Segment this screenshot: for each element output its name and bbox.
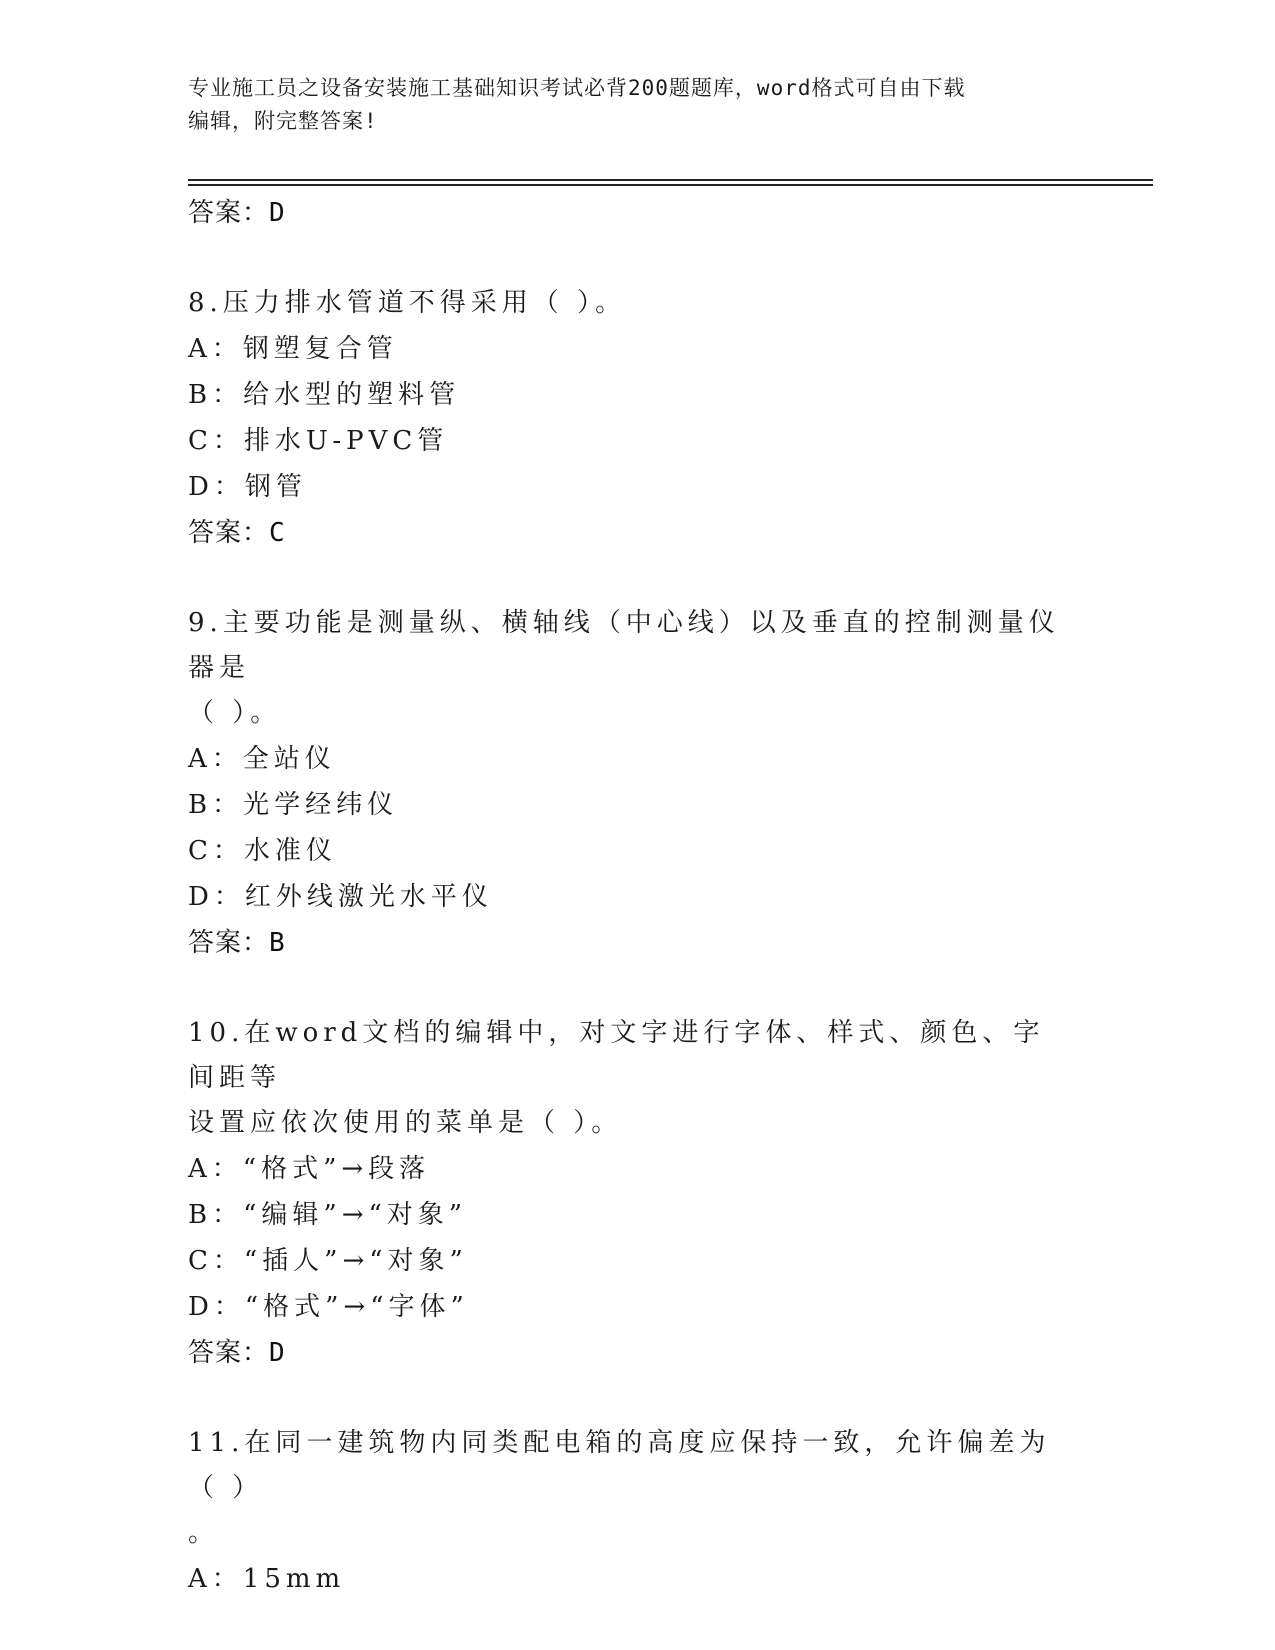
question-text-line-2: 设置应依次使用的菜单是（ ）。 — [188, 1108, 623, 1138]
question-text-line-1: 11.在同一建筑物内同类配电箱的高度应保持一致，允许偏差为（ ） — [188, 1428, 1051, 1503]
option-d: D：“格式”→“字体” — [188, 1292, 469, 1322]
option-a: A：“格式”→段落 — [188, 1154, 431, 1184]
option-d: D：钢管 — [188, 472, 307, 502]
spacer — [188, 556, 1068, 601]
question-text-line-2: 。 — [188, 1518, 220, 1548]
option-a: A：15mm — [188, 1564, 346, 1594]
spacer — [188, 1376, 1068, 1421]
answer-label: 答案：C — [188, 518, 286, 548]
option-c: C：“插人”→“对象” — [188, 1246, 468, 1276]
option-a: A：全站仪 — [188, 744, 336, 774]
option-c: C：排水U-PVC管 — [188, 426, 449, 456]
page-header — [188, 72, 1068, 138]
option-d: D：红外线激光水平仪 — [188, 882, 493, 912]
option-b: B：给水型的塑料管 — [188, 380, 461, 410]
answer-label: 答案：B — [188, 928, 286, 958]
header-title-line-1: 专业施工员之设备安装施工基础知识考试必背200题题库，word格式可自由下载 — [188, 76, 966, 100]
question-block-11 — [188, 1421, 1068, 1602]
question-block-8 — [188, 281, 1068, 556]
header-title-line-2: 编辑，附完整答案! — [188, 109, 378, 133]
option-b: B：“编辑”→“对象” — [188, 1200, 468, 1230]
question-text: 8.压力排水管道不得采用（ ）。 — [188, 288, 627, 318]
question-block-9 — [188, 601, 1068, 966]
option-a: A：钢塑复合管 — [188, 334, 398, 364]
spacer — [188, 966, 1068, 1011]
answer-label: 答案：D — [188, 198, 286, 228]
spacer — [188, 236, 1068, 281]
question-text-line-2: （ ）。 — [188, 698, 282, 728]
header-rule-top — [188, 179, 1153, 181]
question-text-line-1: 9.主要功能是测量纵、横轴线（中心线）以及垂直的控制测量仪器是 — [188, 608, 1060, 683]
option-b: B：光学经纬仪 — [188, 790, 399, 820]
answer-label: 答案：D — [188, 1338, 286, 1368]
question-block-10 — [188, 1011, 1068, 1376]
option-c: C：水准仪 — [188, 836, 337, 866]
question-text-line-1: 10.在word文档的编辑中，对文字进行字体、样式、颜色、字间距等 — [188, 1018, 1045, 1093]
header-rule-bottom — [188, 184, 1153, 186]
question-list — [188, 190, 1068, 1602]
